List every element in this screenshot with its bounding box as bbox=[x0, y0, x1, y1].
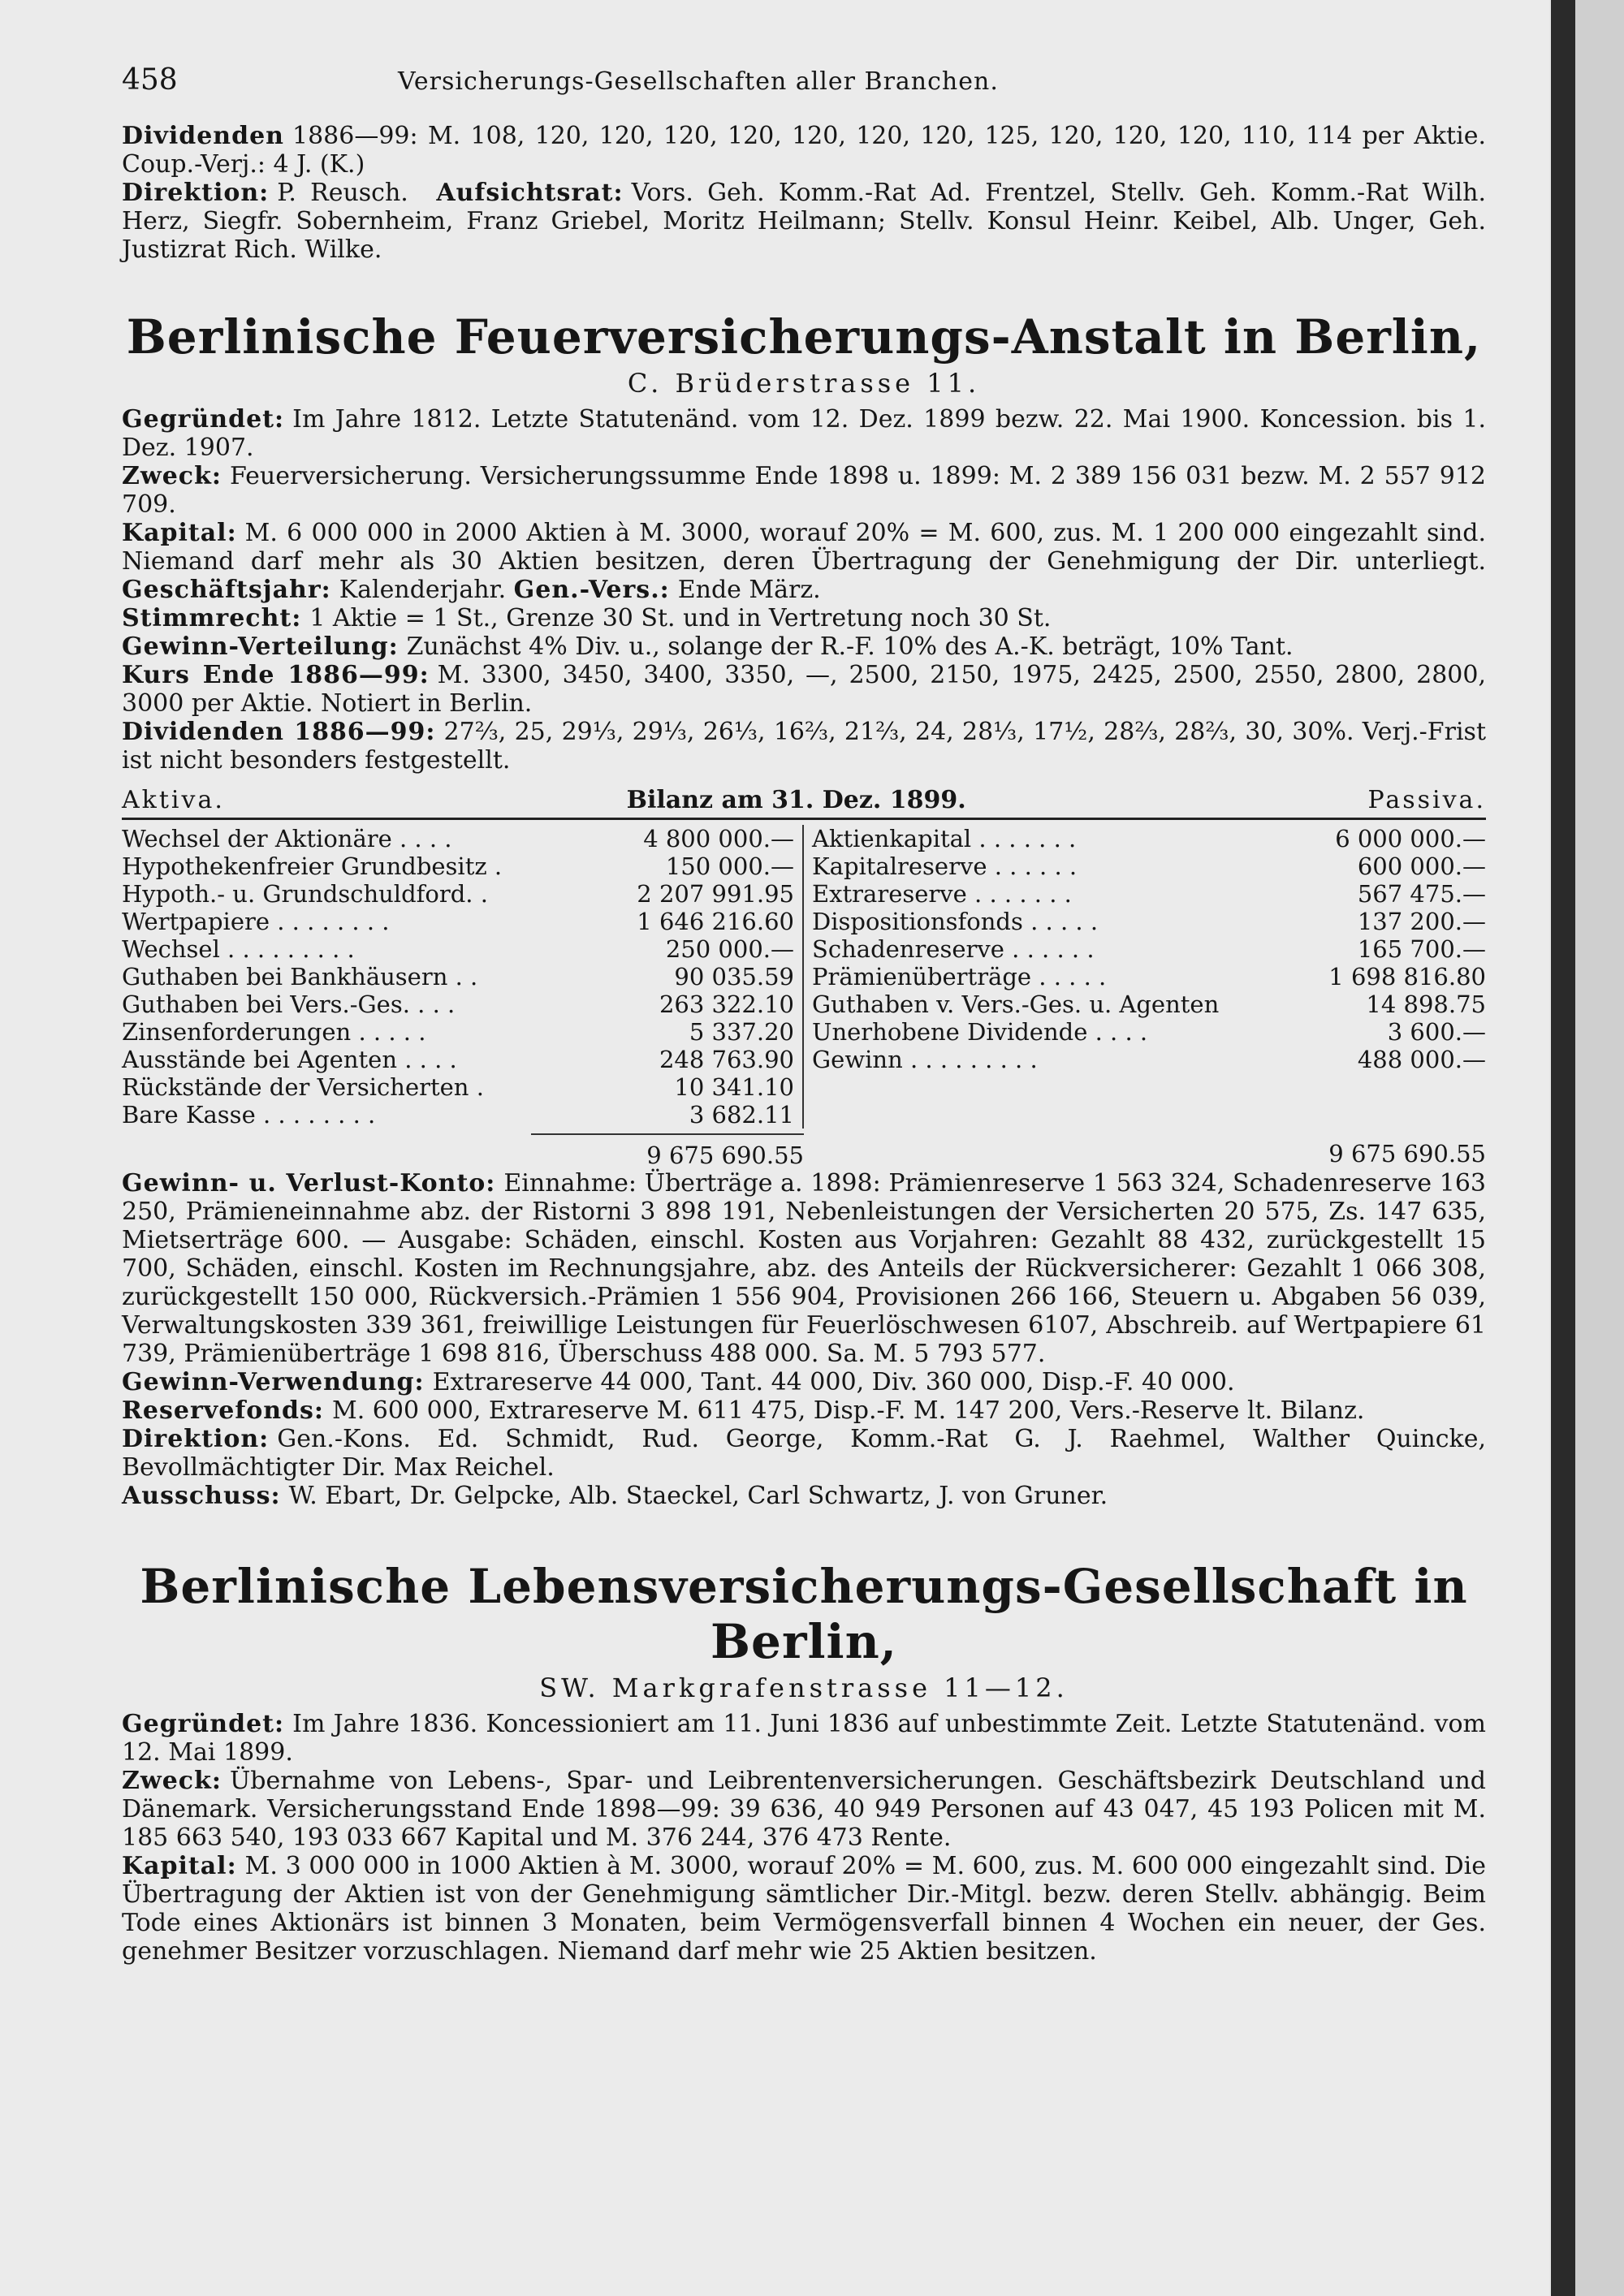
label: Gewinn-Verwendung: bbox=[122, 1368, 425, 1396]
feuer-kurs bbox=[122, 661, 1486, 718]
text: Ende März. bbox=[677, 576, 821, 604]
scan-margin bbox=[1575, 0, 1624, 2296]
aktiva-amount: 2 207 991.95 bbox=[637, 880, 794, 908]
aktiva-label: Guthaben bei Bankhäusern . . bbox=[122, 963, 478, 990]
passiva-row bbox=[812, 963, 1486, 990]
aktiva-label: Hypoth.- u. Grundschuldford. . bbox=[122, 880, 488, 908]
passiva-sum: 9 675 690.55 bbox=[1328, 1140, 1486, 1167]
address-feuer: C. Brüderstrasse 11. bbox=[627, 368, 981, 399]
passiva-amount: 14 898.75 bbox=[1366, 990, 1486, 1018]
page-number: 458 bbox=[122, 63, 178, 97]
page-content bbox=[122, 63, 1486, 1966]
aktiva-amount: 4 800 000.— bbox=[643, 825, 794, 852]
passiva-amount: 567 475.— bbox=[1357, 880, 1486, 908]
aktiva-row bbox=[122, 990, 794, 1018]
text: Feuerversicherung. Versicherungssumme Ende 1898 u. 1899: M. 2 389 156 031 bezw. M. 2 557 912 709. bbox=[122, 462, 1486, 519]
passiva-row bbox=[812, 880, 1486, 908]
text: Im Jahre 1812. Letzte Statutenänd. vom 12. Dez. 1899 bezw. 22. Mai 1900. Koncession. bis 1. Dez. 1907. bbox=[122, 405, 1486, 462]
passiva-amount: 3 600.— bbox=[1387, 1018, 1486, 1046]
aktiva-heading: Aktiva. bbox=[122, 786, 225, 814]
aktiva-row bbox=[122, 1046, 794, 1073]
feuer-gegruendet bbox=[122, 405, 1486, 462]
aktiva-label: Hypothekenfreier Grundbesitz . bbox=[122, 852, 503, 880]
page-edge-shadow bbox=[1551, 0, 1575, 2296]
aktiva-label: Wechsel der Aktionäre . . . . bbox=[122, 825, 452, 852]
label: Gegründet: bbox=[122, 405, 285, 434]
aktiva-amount: 150 000.— bbox=[665, 852, 794, 880]
bilanz-title: Bilanz am 31. Dez. 1899. bbox=[626, 786, 966, 814]
bilanz-table bbox=[122, 825, 1486, 1129]
label: Dividenden 1886—99: bbox=[122, 718, 436, 746]
feuer-direktion bbox=[122, 1425, 1486, 1482]
text: Übernahme von Lebens-, Spar- und Leibrentenversicherungen. Geschäftsbezirk Deutschland und Dänemark. Versicherungsstand Ende 1898—99: 39 636, 40 949 Personen auf 43 047, 45 193 Policen mit M. 185 663 540, 193 033 667 Kapital und M. 376 244, 376 473 Rente. bbox=[122, 1767, 1486, 1852]
passiva-row bbox=[812, 825, 1486, 852]
passiva-label: Extrareserve . . . . . . . bbox=[812, 880, 1072, 908]
passiva-heading: Passiva. bbox=[1367, 786, 1486, 814]
label: Zweck: bbox=[122, 462, 222, 490]
label: Direktion: bbox=[122, 1425, 270, 1453]
passiva-label: Kapitalreserve . . . . . . bbox=[812, 852, 1078, 880]
passiva-amount: 488 000.— bbox=[1357, 1046, 1486, 1073]
feuer-dividenden bbox=[122, 718, 1486, 775]
aktiva-label: Rückstände der Versicherten . bbox=[122, 1073, 484, 1101]
passiva-column bbox=[804, 825, 1486, 1129]
label: Kurs Ende 1886—99: bbox=[122, 661, 430, 689]
passiva-label: Schadenreserve . . . . . . bbox=[812, 935, 1095, 963]
running-header bbox=[122, 63, 1486, 122]
bilanz-header bbox=[122, 786, 1486, 820]
text: 1 Aktie = 1 St., Grenze 30 St. und in Vertretung noch 30 St. bbox=[309, 604, 1052, 632]
text: Im Jahre 1836. Koncessioniert am 11. Juni 1836 auf unbestimmte Zeit. Letzte Statutenänd. vom 12. Mai 1899. bbox=[122, 1710, 1486, 1767]
passiva-amount: 137 200.— bbox=[1357, 908, 1486, 935]
label: Gegründet: bbox=[122, 1710, 285, 1738]
text: Zunächst 4% Div. u., solange der R.-F. 10% des A.-K. beträgt, 10% Tant. bbox=[406, 632, 1294, 661]
aktiva-label: Guthaben bei Vers.-Ges. . . . bbox=[122, 990, 456, 1018]
feuer-gewinnverwendung bbox=[122, 1368, 1486, 1396]
label: Kapital: bbox=[122, 519, 237, 547]
passiva-label: Unerhobene Dividende . . . . bbox=[812, 1018, 1148, 1046]
prev-dividenden bbox=[122, 122, 1486, 179]
aktiva-row bbox=[122, 880, 794, 908]
label: Gewinn- u. Verlust-Konto: bbox=[122, 1169, 496, 1198]
aktiva-column bbox=[122, 825, 804, 1129]
leben-gegruendet bbox=[122, 1710, 1486, 1767]
aktiva-row bbox=[122, 1018, 794, 1046]
label: Kapital: bbox=[122, 1852, 237, 1880]
text: Einnahme: Überträge a. 1898: Prämienreserve 1 563 324, Schadenreserve 163 250, Prämieneinnahme abz. der Ristorni 3 898 191, Nebenleistungen der Versicherten 20 575, Zs. 147 635, Mietserträge 600. — Ausgabe: Schäden, einschl. Kosten aus Vorjahren: Gezahlt 88 432, zurückgestellt 15 700, Schäden, einschl. Kosten im Rechnungsjahre, abz. des Anteils der Rückversicherer: Gezahlt 1 066 308, zurückgestellt 150 000, Rückversich.-Prämien 1 556 904, Provisionen 266 166, Steuern u. Abgaben 56 039, Verwaltungskosten 339 361, freiwillige Leistungen für Feuerlöschwesen 6107, Abschreib. auf Wertpapiere 61 739, Prämienüberträge 1 698 816, Überschuss 488 000. Sa. M. 5 793 577. bbox=[122, 1169, 1486, 1368]
passiva-label: Aktienkapital . . . . . . . bbox=[812, 825, 1077, 852]
feuer-reservefonds bbox=[122, 1396, 1486, 1425]
passiva-sum-cell bbox=[804, 1133, 1486, 1169]
label: Gen.-Vers.: bbox=[513, 576, 670, 604]
passiva-row bbox=[812, 908, 1486, 935]
aktiva-label: Bare Kasse . . . . . . . . bbox=[122, 1101, 376, 1129]
text: Kalenderjahr. bbox=[339, 576, 507, 604]
passiva-label: Dispositionsfonds . . . . . bbox=[812, 908, 1099, 935]
text: Vors. Geh. Komm.-Rat Ad. Frentzel, Stellv. Geh. Komm.-Rat Wilh. Herz, Siegfr. Sobernheim, Franz Griebel, Moritz Heilmann; Stellv. Konsul Heinr. Keibel, Alb. Unger, Geh. Justizrat Rich. Wilke. bbox=[122, 179, 1486, 264]
section-title-feuer: Berlinische Feuerversicherungs-Anstalt in Berlin, bbox=[126, 309, 1482, 365]
feuer-guv bbox=[122, 1169, 1486, 1368]
passiva-row bbox=[812, 935, 1486, 963]
text: 1886—99: M. 108, 120, 120, 120, 120, 120, 120, 120, 125, 120, 120, 120, 110, 114 per Aktie. Coup.-Verj.: 4 J. (K.) bbox=[122, 122, 1486, 179]
text: Extrareserve 44 000, Tant. 44 000, Div. 360 000, Disp.-F. 40 000. bbox=[432, 1368, 1235, 1396]
aktiva-amount: 248 763.90 bbox=[659, 1046, 794, 1073]
label: Stimmrecht: bbox=[122, 604, 302, 632]
aktiva-row bbox=[122, 852, 794, 880]
aktiva-amount: 5 337.20 bbox=[689, 1018, 794, 1046]
aktiva-label: Ausstände bei Agenten . . . . bbox=[122, 1046, 457, 1073]
aktiva-amount: 263 322.10 bbox=[659, 990, 794, 1018]
aktiva-label: Zinsenforderungen . . . . . bbox=[122, 1018, 426, 1046]
feuer-zweck bbox=[122, 462, 1486, 519]
label: Direktion: bbox=[122, 179, 270, 207]
aktiva-amount: 3 682.11 bbox=[689, 1101, 794, 1129]
aktiva-label: Wertpapiere . . . . . . . . bbox=[122, 908, 390, 935]
passiva-row bbox=[812, 990, 1486, 1018]
passiva-amount: 600 000.— bbox=[1357, 852, 1486, 880]
address-leben: SW. Markgrafenstrasse 11—12. bbox=[539, 1672, 1069, 1703]
passiva-label: Prämienüberträge . . . . . bbox=[812, 963, 1107, 990]
passiva-amount: 165 700.— bbox=[1357, 935, 1486, 963]
prev-direktion-aufsichtsrat bbox=[122, 179, 1486, 264]
passiva-amount: 1 698 816.80 bbox=[1328, 963, 1486, 990]
aktiva-amount: 250 000.— bbox=[665, 935, 794, 963]
label: Aufsichtsrat: bbox=[436, 179, 624, 207]
passiva-row bbox=[812, 1046, 1486, 1073]
aktiva-row bbox=[122, 1073, 794, 1101]
text: M. 600 000, Extrareserve M. 611 475, Disp.-F. M. 147 200, Vers.-Reserve lt. Bilanz. bbox=[332, 1396, 1365, 1425]
text: Gen.-Kons. Ed. Schmidt, Rud. George, Komm.-Rat G. J. Raehmel, Walther Quincke, Bevollmächtigter Dir. Max Reichel. bbox=[122, 1425, 1486, 1482]
aktiva-row bbox=[122, 825, 794, 852]
passiva-amount: 6 000 000.— bbox=[1335, 825, 1486, 852]
bilanz-sums bbox=[122, 1133, 1486, 1169]
feuer-kapital bbox=[122, 519, 1486, 604]
text: M. 3300, 3450, 3400, 3350, —, 2500, 2150, 1975, 2425, 2500, 2550, 2800, 2800, 3000 per Aktie. Notiert in Berlin. bbox=[122, 661, 1486, 718]
passiva-label: Guthaben v. Vers.-Ges. u. Agenten bbox=[812, 990, 1220, 1018]
aktiva-sum: 9 675 690.55 bbox=[646, 1142, 804, 1169]
label: Geschäftsjahr: bbox=[122, 576, 331, 604]
aktiva-amount: 1 646 216.60 bbox=[637, 908, 794, 935]
label: Ausschuss: bbox=[122, 1482, 281, 1510]
text: 27⅔, 25, 29⅓, 29⅓, 26⅓, 16⅔, 21⅔, 24, 28⅓, 17½, 28⅔, 28⅔, 30, 30%. Verj.-Frist ist nicht besonders festgestellt. bbox=[122, 718, 1486, 775]
feuer-ausschuss bbox=[122, 1482, 1486, 1510]
label: Zweck: bbox=[122, 1767, 222, 1795]
aktiva-row bbox=[122, 908, 794, 935]
aktiva-amount: 90 035.59 bbox=[674, 963, 794, 990]
passiva-row bbox=[812, 852, 1486, 880]
label: Reservefonds: bbox=[122, 1396, 324, 1425]
aktiva-row bbox=[122, 963, 794, 990]
label: Gewinn-Verteilung: bbox=[122, 632, 399, 661]
passiva-row bbox=[812, 1018, 1486, 1046]
aktiva-row bbox=[122, 935, 794, 963]
passiva-label: Gewinn . . . . . . . . . bbox=[812, 1046, 1038, 1073]
feuer-stimmrecht bbox=[122, 604, 1486, 632]
text: M. 6 000 000 in 2000 Aktien à M. 3000, worauf 20% = M. 600, zus. M. 1 200 000 eingezahlt sind. Niemand darf mehr als 30 Aktien besitzen, deren Übertragung der Genehmigung der Dir. unterliegt. bbox=[122, 519, 1486, 576]
text: W. Ebart, Dr. Gelpcke, Alb. Staeckel, Carl Schwartz, J. von Gruner. bbox=[288, 1482, 1108, 1510]
aktiva-label: Wechsel . . . . . . . . . bbox=[122, 935, 355, 963]
text: P. Reusch. bbox=[277, 179, 408, 207]
running-title: Versicherungs-Gesellschaften aller Branchen. bbox=[398, 67, 999, 96]
aktiva-amount: 10 341.10 bbox=[674, 1073, 794, 1101]
aktiva-row bbox=[122, 1101, 794, 1129]
leben-zweck bbox=[122, 1767, 1486, 1852]
aktiva-sum-cell bbox=[122, 1133, 804, 1169]
label: Dividenden bbox=[122, 122, 284, 150]
leben-kapital bbox=[122, 1852, 1486, 1966]
feuer-gewinnverteilung bbox=[122, 632, 1486, 661]
section-title-leben: Berlinische Lebensversicherungs-Gesellschaft in Berlin, bbox=[140, 1559, 1468, 1669]
text: M. 3 000 000 in 1000 Aktien à M. 3000, worauf 20% = M. 600, zus. M. 600 000 eingezahlt sind. Die Übertragung der Aktien ist von der Genehmigung sämtlicher Dir.-Mitgl. bezw. deren Stellv. abhängig. Beim Tode eines Aktionärs ist binnen 3 Monaten, beim Vermögensverfall binnen 4 Wochen ein neuer, der Ges. genehmer Besitzer vorzuschlagen. Niemand darf mehr wie 25 Aktien besitzen. bbox=[122, 1852, 1486, 1966]
